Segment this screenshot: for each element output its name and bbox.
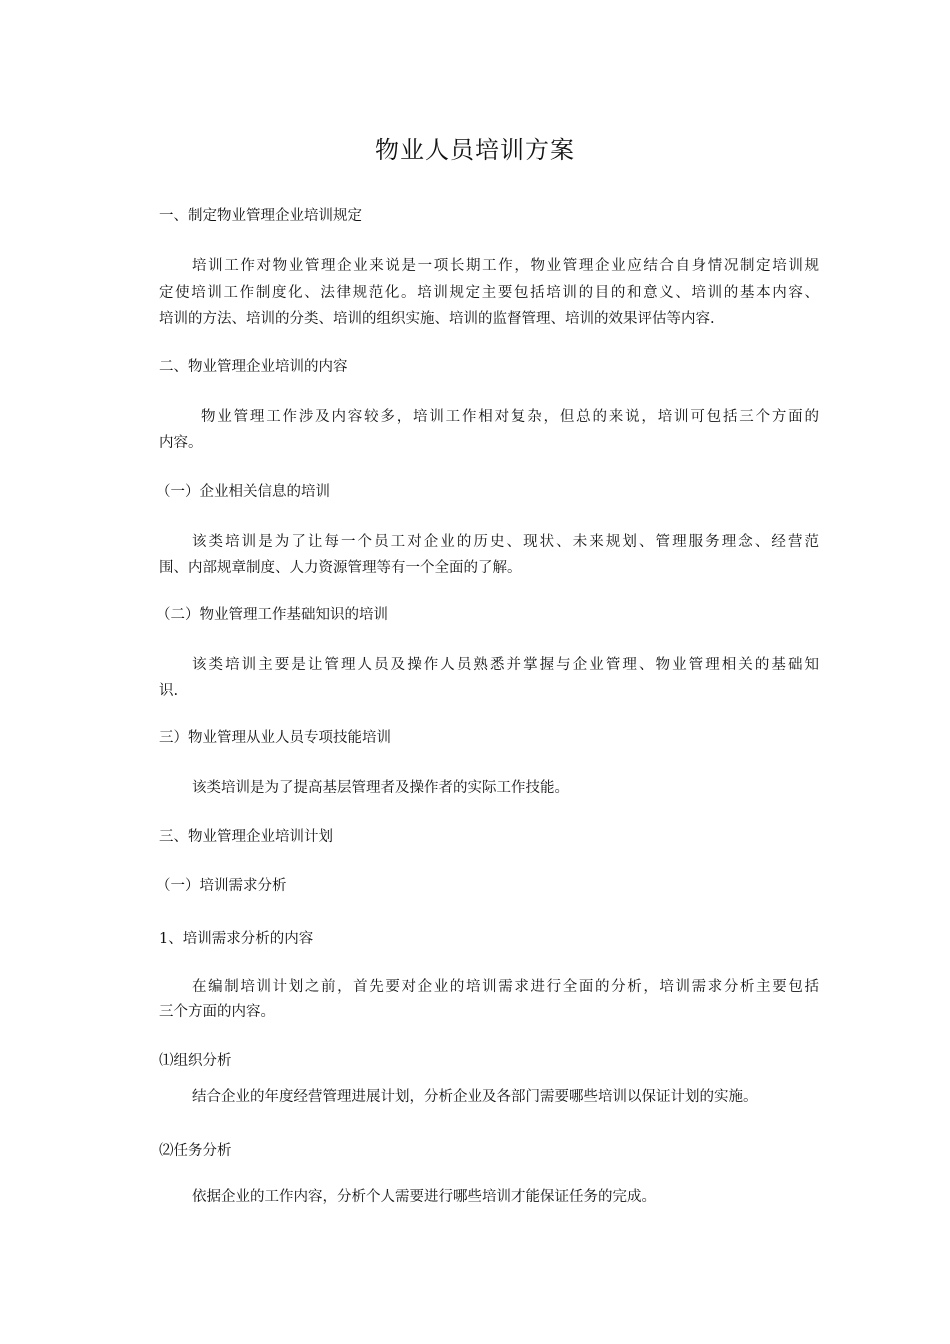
subsection-paragraph-line: 该类培训主要是让管理人员及操作人员熟悉并掌握与企业管理、物业管理相关的基础知 xyxy=(192,657,819,673)
document-title: 物业人员培训方案 xyxy=(375,136,575,164)
section-2-paragraph-line: 物业管理工作涉及内容较多，培训工作相对复杂，但总的来说，培训可包括三个方面的 xyxy=(201,409,819,425)
subsection-heading: （二）物业管理工作基础知识的培训 xyxy=(156,607,388,623)
list-item-paragraph-line: 依据企业的工作内容，分析个人需要进行哪些培训才能保证任务的完成。 xyxy=(192,1189,656,1205)
list-item-paragraph-line: 结合企业的年度经营管理进展计划，分析企业及各部门需要哪些培训以保证计划的实施。 xyxy=(192,1089,758,1105)
section-2-heading: 二、物业管理企业培训的内容 xyxy=(159,359,348,375)
list-item-heading: ⑵任务分析 xyxy=(159,1143,232,1159)
subsection-heading: （一）培训需求分析 xyxy=(156,878,287,894)
subsection-paragraph-line: 该类培训是为了让每一个员工对企业的历史、现状、未来规划、管理服务理念、经营范 xyxy=(192,534,819,550)
subsection-paragraph-line: 识. xyxy=(159,683,179,699)
subsection-paragraph-line: 该类培训是为了提高基层管理者及操作者的实际工作技能。 xyxy=(192,780,569,796)
section-1-paragraph-line: 培训工作对物业管理企业来说是一项长期工作，物业管理企业应结合自身情况制定培训规 xyxy=(192,258,819,274)
section-2-paragraph-line: 内容。 xyxy=(159,435,203,451)
section-1-paragraph-line: 培训的方法、培训的分类、培训的组织实施、培训的监督管理、培训的效果评估等内容. xyxy=(159,311,715,327)
section-1-paragraph-line: 定使培训工作制度化、法律规范化。培训规定主要包括培训的目的和意义、培训的基本内容、 xyxy=(159,285,819,301)
section-3-heading: 三、物业管理企业培训计划 xyxy=(159,829,333,845)
subsection-heading: 三）物业管理从业人员专项技能培训 xyxy=(159,730,391,746)
item-paragraph-line: 在编制培训计划之前，首先要对企业的培训需求进行全面的分析，培训需求分析主要包括 xyxy=(192,979,819,995)
item-heading: 1、培训需求分析的内容 xyxy=(159,931,314,947)
item-paragraph-line: 三个方面的内容。 xyxy=(159,1004,275,1020)
subsection-paragraph-line: 围、内部规章制度、人力资源管理等有一个全面的了解。 xyxy=(159,560,522,576)
list-item-heading: ⑴组织分析 xyxy=(159,1053,232,1069)
subsection-heading: （一）企业相关信息的培训 xyxy=(156,484,330,500)
section-1-heading: 一、制定物业管理企业培训规定 xyxy=(159,208,362,224)
